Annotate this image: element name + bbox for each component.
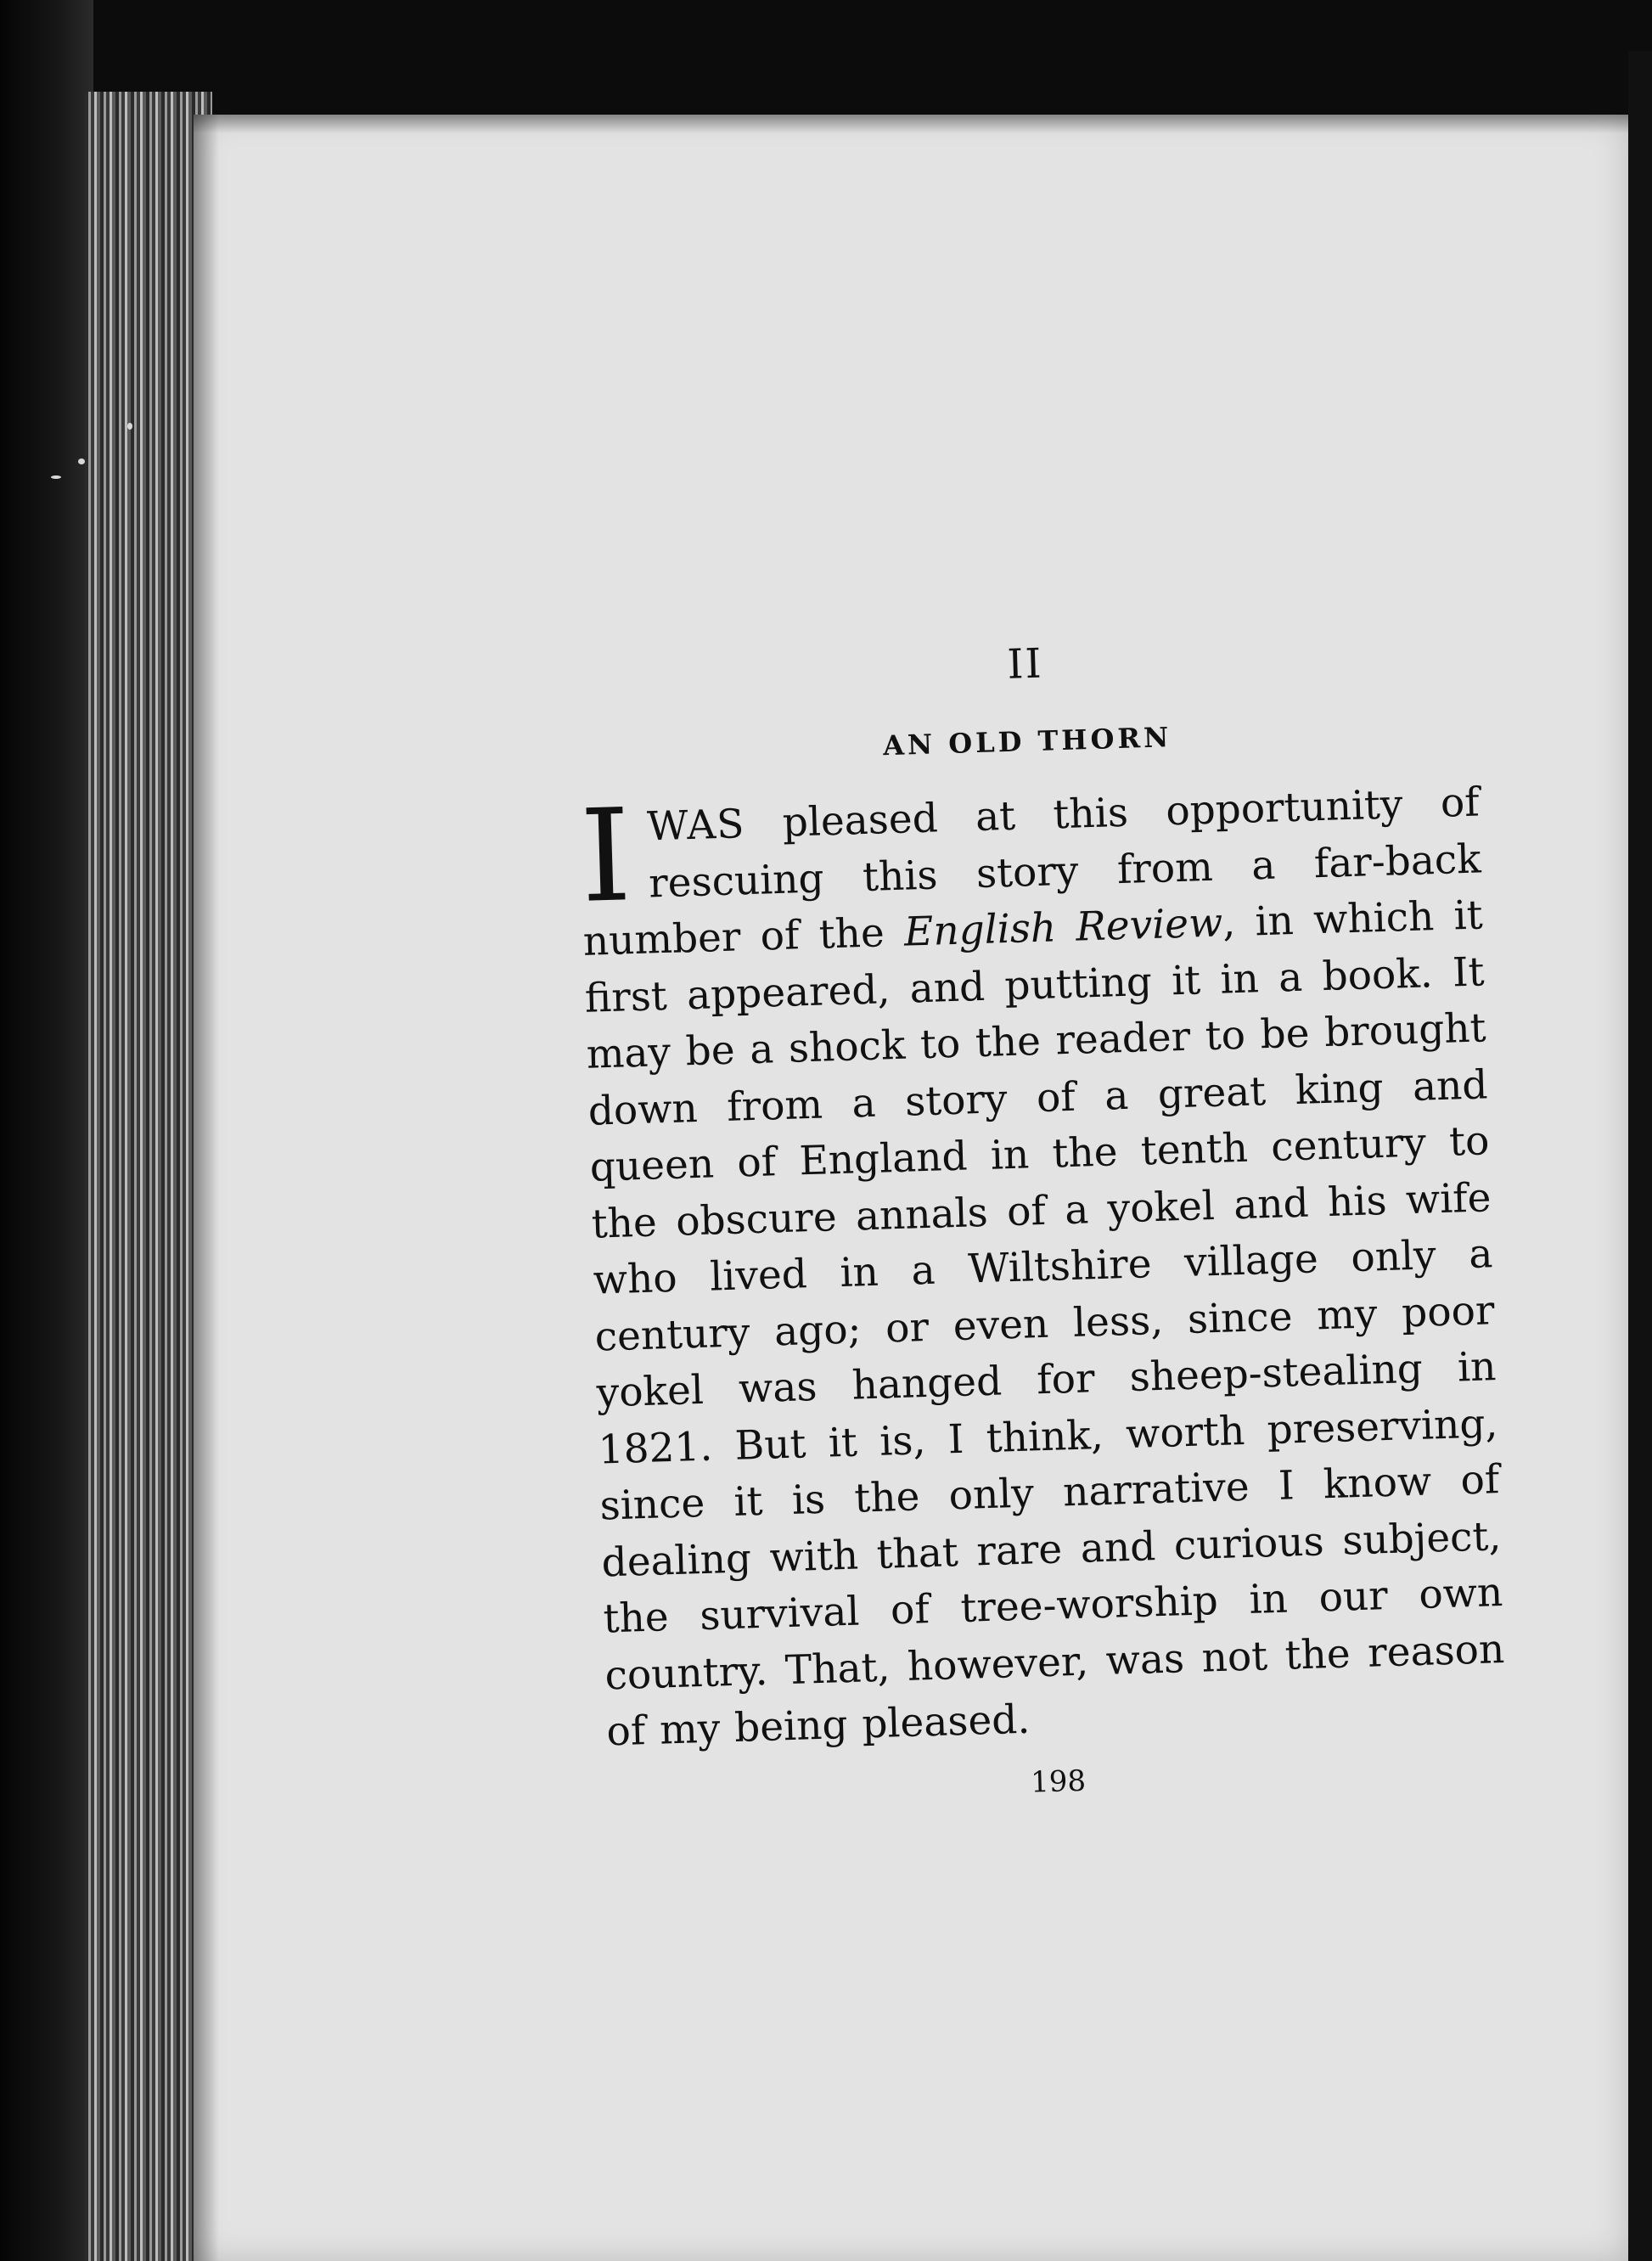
- page-left-shadow: [194, 115, 219, 2261]
- drop-cap: I: [578, 782, 633, 931]
- page-number: 198: [1030, 1763, 1087, 1800]
- book-spine-shadow: [0, 0, 93, 2261]
- page-text-block: [574, 602, 1509, 1812]
- periodical-title: English Review: [903, 899, 1224, 956]
- body-text-part-1: pleased at this opportunity of rescuing this story from a far-back number of the: [582, 779, 1482, 965]
- body-text-part-2: , in which it first appeared, and putting it in a book. It may be a shock to the reader to be brought down from a story of a great king and queen of England in the tenth century to the obscure annals of a yokel and his wife who lived in a Wiltshire village only a century ago; or even less, since my poor yokel was hanged for sheep-stealing in 1821. But it is, I think, worth preserving, since it is the only narrative I know of dealing with that rare and curious subject, the survival of tree-worship in our own country. That, however, was not the reason of my being pleased.: [584, 891, 1505, 1756]
- right-border: [1628, 51, 1652, 2261]
- opening-words: WAS: [646, 801, 746, 851]
- body-paragraph: [579, 774, 1507, 1760]
- chapter-number: II: [1006, 639, 1044, 689]
- dust-speck: [127, 423, 132, 430]
- dust-speck: [78, 458, 85, 464]
- dust-speck: [51, 475, 61, 479]
- page-top-shadow: [194, 115, 1628, 133]
- chapter-title: AN OLD THORN: [882, 721, 1172, 762]
